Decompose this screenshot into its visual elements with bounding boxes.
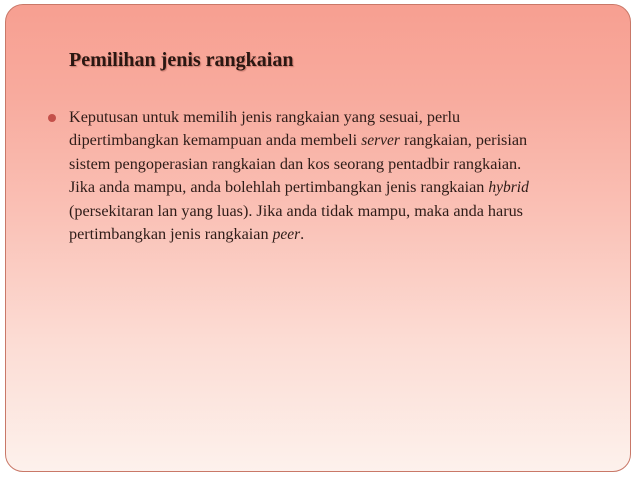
bullet-icon (48, 114, 56, 122)
text-segment: Keputusan untuk memilih jenis rangkaian yang sesuai, perlu (69, 108, 461, 126)
text-segment: rangkaian, perisian (399, 131, 528, 150)
slide (5, 4, 631, 472)
italic-term: peer (272, 226, 301, 244)
text-segment: pertimbangkan jenis rangkaian (69, 225, 273, 244)
slide-content (48, 106, 618, 246)
slide-title: Pemilihan jenis rangkaian (69, 49, 294, 71)
text-segment: . (300, 225, 305, 244)
text-segment: Jika anda mampu, anda bolehlah pertimbangkan jenis rangkaian (69, 178, 489, 197)
italic-term: hybrid (488, 179, 529, 197)
text-segment: dipertimbangkan kemampuan anda membeli (69, 131, 362, 150)
text-segment: (persekitaran lan yang luas). Jika anda tidak mampu, maka anda harus (69, 201, 523, 220)
italic-term: server (361, 132, 400, 150)
text-segment: sistem pengoperasian rangkaian dan kos seorang pentadbir rangkaian. (69, 154, 522, 173)
bullet-text (69, 106, 618, 246)
bullet-item (48, 106, 618, 246)
